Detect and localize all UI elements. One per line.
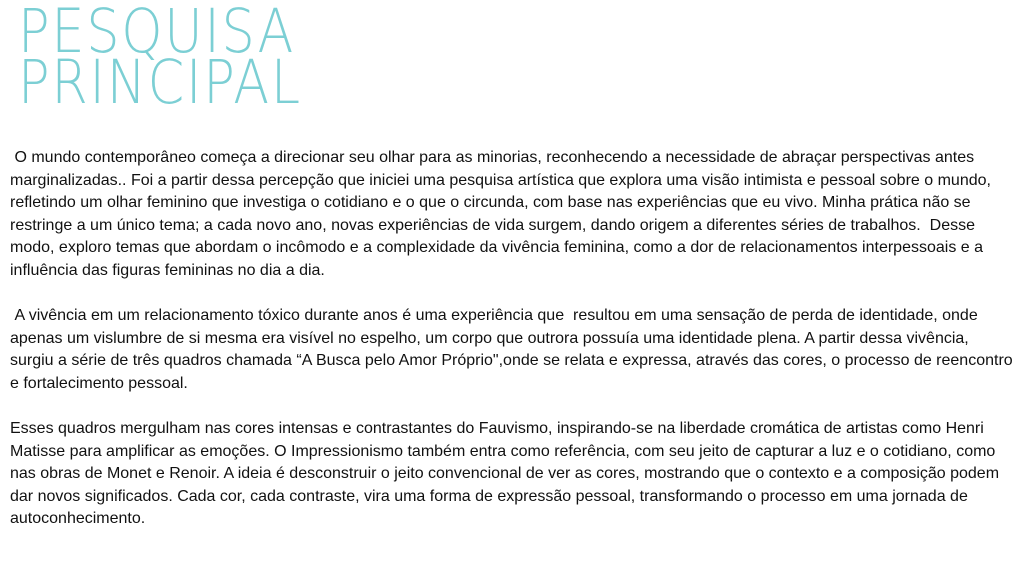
- page-title-line-2: PRINCIPAL: [18, 47, 302, 118]
- paragraph-3: Esses quadros mergulham nas cores intensas e contrastantes do Fauvismo, inspirando-se na liberdade cromática de artistas como Henri Matisse para amplificar as emoções. O Impressionismo também entra como referência, com seu jeito de capturar a luz e o cotidiano, como nas obras de Monet e Renoir. A ideia é desconstruir o jeito convencional de ver as cores, mostrando que o contexto e a composição podem dar novos significados. Cada cor, cada contraste, vira uma forma de expressão pessoal, transformando o processo em uma jornada de autoconhecimento.: [10, 420, 1004, 527]
- page-title: [18, 0, 348, 118]
- page-title-line-1: PESQUISA: [18, 0, 296, 67]
- research-text: [10, 147, 1018, 554]
- paragraph-2: A vivência em um relacionamento tóxico durante anos é uma experiência que resultou em uma sensação de perda de identidade, onde apenas um vislumbre de si mesma era visível no espelho, um corpo que outrora possuía uma identidade plena. A partir dessa vivência, surgiu a série de três quadros chamada “A Busca pelo Amor Próprio",onde se relata e expressa, através das cores, o processo de reencontro e fortalecimento pessoal.: [10, 307, 1018, 392]
- paragraph-1: O mundo contemporâneo começa a direcionar seu olhar para as minorias, reconhecendo a necessidade de abraçar perspectivas antes marginalizadas.. Foi a partir dessa percepção que iniciei uma pesquisa artística que explora uma visão intimista e pessoal sobre o mundo, refletindo um olhar feminino que investiga o cotidiano e o que o circunda, com base nas experiências que eu vivo. Minha prática não se restringe a um único tema; a cada novo ano, novas experiências de vida surgem, dando origem a diferentes séries de trabalhos. Desse modo, exploro temas que abordam o incômodo e a complexidade da vivência feminina, como a dor de relacionamentos interpessoais e a influência das figuras femininas no dia a dia.: [10, 149, 996, 279]
